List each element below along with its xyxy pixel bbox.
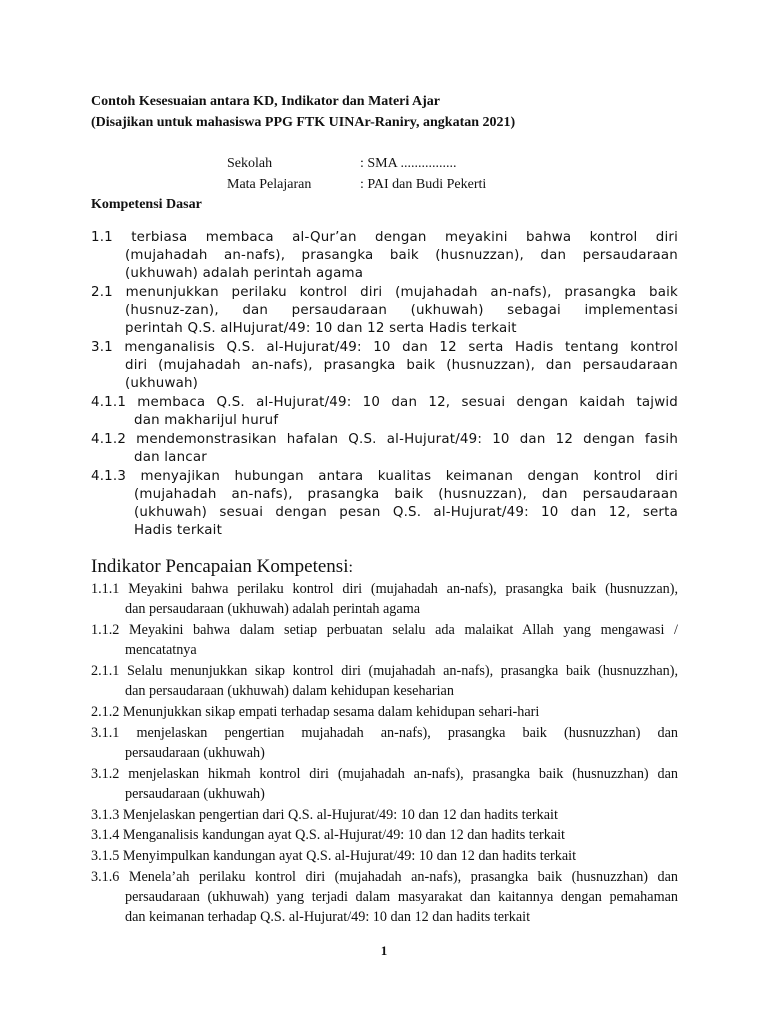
ipk-heading (91, 556, 353, 578)
kd-line: (ukhuwah) sesuai dengan pesan Q.S. al-Hujurat/49: 10 dan 12, serta (134, 505, 678, 520)
kd-line: (ukhuwah) (125, 376, 199, 391)
ipk-line: dan keimanan terhadap Q.S. al-Hujurat/49: 10 dan 12 dan hadits terkait (125, 909, 531, 925)
sekolah-label: Sekolah (227, 156, 273, 171)
page-number: 1 (380, 943, 388, 958)
kd-line: Hadis terkait (134, 523, 223, 538)
ipk-line: 1.1.2 Meyakini bahwa dalam setiap perbuatan selalu ada malaikat Allah yang mengawasi / (91, 622, 678, 638)
document-title: Contoh Kesesuaian antara KD, Indikator dan Materi Ajar (91, 94, 440, 109)
ipk-line: mencatatnya (125, 642, 197, 658)
kd-line: (ukhuwah) adalah perintah agama (125, 266, 364, 281)
ipk-line: 2.1.1 Selalu menunjukkan sikap kontrol diri (mujahadah an-nafs), prasangka baik (husnuzzhan), (91, 663, 678, 679)
kd-line: 4.1.2 mendemonstrasikan hafalan Q.S. al-Hujurat/49: 10 dan 12 dengan fasih (91, 432, 678, 447)
ipk-line: 3.1.6 Menela’ah perilaku kontrol diri (mujahadah an-nafs), prasangka baik (husnuzzhan) dan (91, 869, 678, 885)
ipk-line: dan persaudaraan (ukhuwah) dalam kehidupan keseharian (125, 683, 454, 699)
ipk-line: 3.1.3 Menjelaskan pengertian dari Q.S. al-Hujurat/49: 10 dan 12 dan hadits terkait (91, 807, 558, 823)
kd-line: (mujahadah an-nafs), prasangka baik (husnuzzan), dan persaudaraan (134, 487, 678, 502)
kd-line: perintah Q.S. alHujurat/49: 10 dan 12 serta Hadis terkait (125, 321, 517, 336)
ipk-line: 3.1.2 menjelaskan hikmah kontrol diri (mujahadah an-nafs), prasangka baik (husnuzzhan) dan (91, 766, 678, 782)
kd-line: diri (mujahadah an-nafs), prasangka baik (husnuzzan), dan persaudaraan (125, 358, 678, 373)
mapel-label: Mata Pelajaran (227, 177, 312, 192)
kd-line: (husnuz-zan), dan persaudaraan (ukhuwah) sebagai implementasi (125, 303, 678, 318)
ipk-line: 3.1.4 Menganalisis kandungan ayat Q.S. al-Hujurat/49: 10 dan 12 dan hadits terkait (91, 827, 565, 843)
ipk-line: 3.1.1 menjelaskan pengertian mujahadah an-nafs), prasangka baik (husnuzzhan) dan (91, 725, 678, 741)
sekolah-value: : SMA ................ (360, 156, 457, 171)
kd-heading: Kompetensi Dasar (91, 197, 202, 212)
kd-line: 2.1 menunjukkan perilaku kontrol diri (mujahadah an-nafs), prasangka baik (91, 285, 678, 300)
kd-line: dan lancar (134, 450, 207, 465)
ipk-line: 3.1.5 Menyimpulkan kandungan ayat Q.S. al-Hujurat/49: 10 dan 12 dan hadits terkait (91, 848, 577, 864)
ipk-line: persaudaraan (ukhuwah) (125, 786, 265, 802)
ipk-line: persaudaraan (ukhuwah) yang terjadi dalam masyarakat dan kaitannya dengan pemahaman (125, 889, 678, 905)
kd-line: (mujahadah an-nafs), prasangka baik (husnuzzan), dan persaudaraan (125, 248, 678, 263)
kd-line: 1.1 terbiasa membaca al-Qur’an dengan meyakini bahwa kontrol diri (91, 230, 678, 245)
kd-line: 4.1.3 menyajikan hubungan antara kualitas keimanan dengan kontrol diri (91, 469, 678, 484)
mapel-value: : PAI dan Budi Pekerti (360, 177, 487, 192)
kd-line: 4.1.1 membaca Q.S. al-Hujurat/49: 10 dan 12, sesuai dengan kaidah tajwid (91, 395, 678, 410)
kd-line: dan makharijul huruf (134, 413, 279, 428)
ipk-line: dan persaudaraan (ukhuwah) adalah perintah agama (125, 601, 421, 617)
document-subtitle: (Disajikan untuk mahasiswa PPG FTK UINAr-Raniry, angkatan 2021) (91, 115, 516, 130)
ipk-line: persaudaraan (ukhuwah) (125, 745, 265, 761)
kd-line: 3.1 menganalisis Q.S. al-Hujurat/49: 10 dan 12 serta Hadis tentang kontrol (91, 340, 678, 355)
ipk-heading-text: Indikator Pencapaian Kompetensi (91, 556, 349, 577)
ipk-heading-colon: : (348, 559, 353, 576)
ipk-line: 1.1.1 Meyakini bahwa perilaku kontrol diri (mujahadah an-nafs), prasangka baik (husnuzzan), (91, 581, 678, 597)
ipk-line: 2.1.2 Menunjukkan sikap empati terhadap sesama dalam kehidupan sehari-hari (91, 704, 540, 720)
